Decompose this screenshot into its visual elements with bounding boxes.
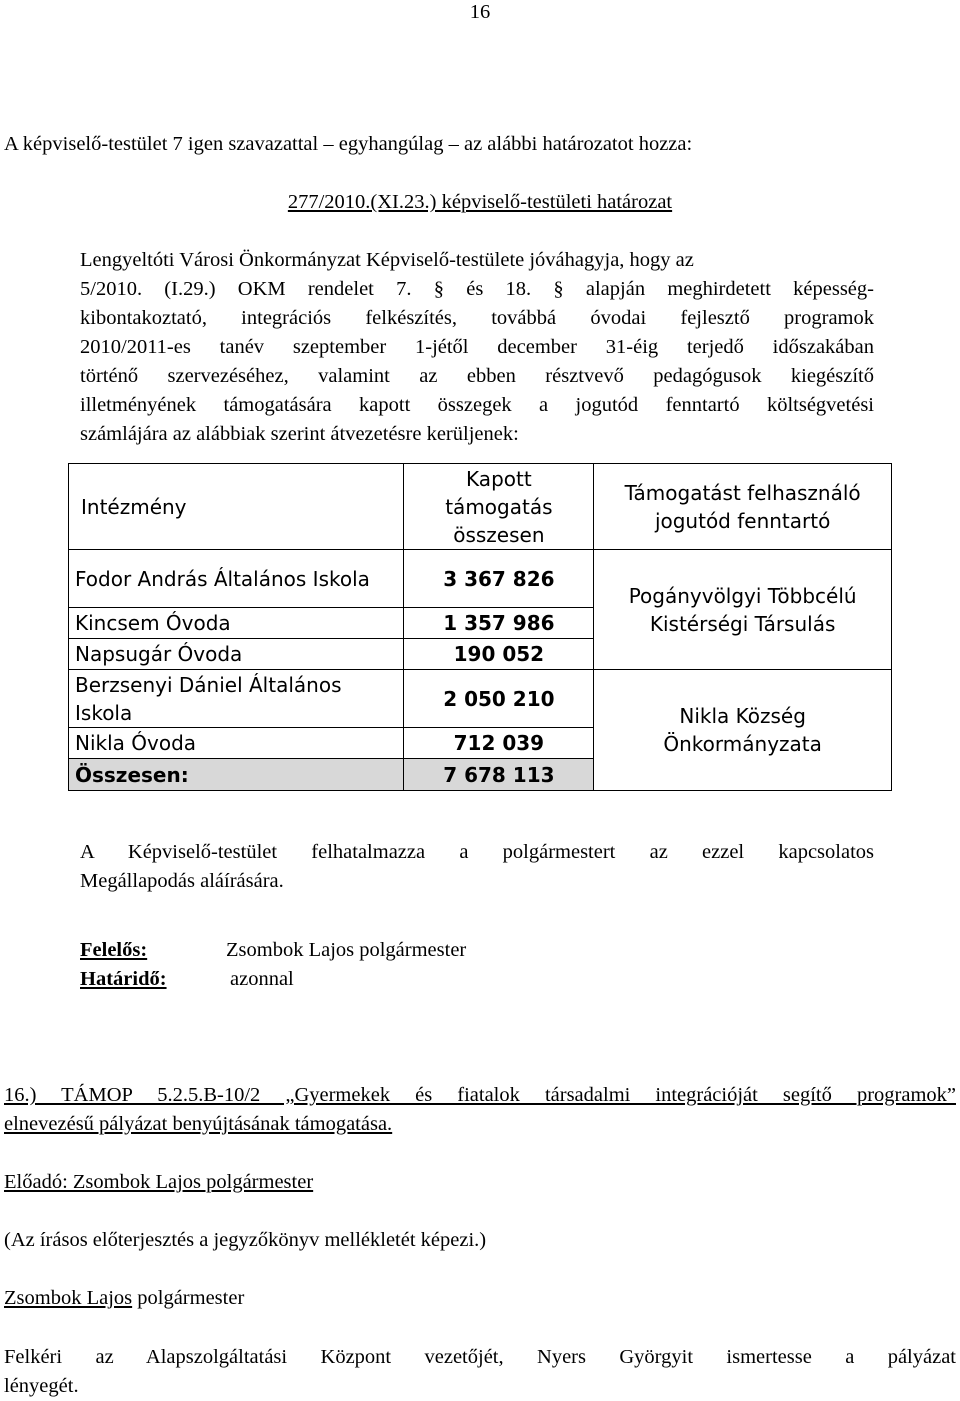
maintainer-cell: Nikla Község Önkormányzata: [594, 670, 892, 791]
resolution-body: [80, 246, 874, 449]
table-header-row: [69, 464, 892, 550]
responsible-value: Zsombok Lajos polgármester: [226, 939, 467, 961]
deadline-label: Határidő:: [80, 968, 167, 990]
authorization-paragraph: [80, 838, 874, 896]
total-label: Összesen:: [69, 759, 404, 791]
responsibility-block: [80, 936, 466, 994]
header-institution: Intézmény: [69, 464, 404, 550]
allocation-table: [68, 463, 892, 791]
amount-cell: 190 052: [404, 639, 594, 670]
total-amount: 7 678 113: [404, 759, 594, 791]
resolution-title: 277/2010.(XI.23.) képviselő-testületi határozat: [287, 191, 673, 213]
page-number: 16: [469, 1, 491, 23]
deadline-value: azonnal: [230, 968, 294, 990]
header-amount: Kapott támogatás összesen: [404, 464, 594, 550]
body-line: kibontakoztató, integrációs felkészítés, továbbá óvodai fejlesztő programok: [80, 307, 874, 329]
vote-intro: A képviselő-testület 7 igen szavazattal – egyhangúlag – az alábbi határozatot hozza:: [4, 133, 693, 155]
maintainer-cell: Pogányvölgyi Többcélú Kistérségi Társulás: [594, 550, 892, 670]
authorize-line: A Képviselő-testület felhatalmazza a polgármestert az ezzel kapcsolatos: [80, 841, 874, 863]
institution-cell: Berzsenyi Dániel Általános Iskola: [69, 670, 404, 728]
amount-cell: 2 050 210: [404, 670, 594, 728]
body-line: számlájára az alábbiak szerint átvezetésre kerüljenek:: [80, 423, 519, 445]
table-row: [69, 550, 892, 608]
body-line: Lengyeltóti Városi Önkormányzat Képviselő-testülete jóváhagyja, hogy az: [80, 249, 694, 271]
amount-cell: 712 039: [404, 728, 594, 759]
agenda-item-16: [4, 1081, 956, 1139]
request-paragraph: [4, 1343, 956, 1401]
speaker-line: [4, 1284, 244, 1313]
responsible-label: Felelős:: [80, 939, 148, 961]
amount-cell: 3 367 826: [404, 550, 594, 608]
body-line: történő szervezéséhez, valamint az ebben résztvevő pedagógusok kiegészítő: [80, 365, 874, 387]
institution-cell: Napsugár Óvoda: [69, 639, 404, 670]
mayor-name: Zsombok Lajos: [4, 1287, 133, 1309]
ask-line: lényegét.: [4, 1375, 79, 1397]
mayor-title: polgármester: [137, 1287, 245, 1309]
item16-line: 16.) TÁMOP 5.2.5.B-10/2 „Gyermekek és fiatalok társadalmi integrációját segítő programok”: [4, 1084, 956, 1106]
body-line: 2010/2011-es tanév szeptember 1-jétől december 31-éig terjedő időszakában: [80, 336, 874, 358]
institution-cell: Fodor András Általános Iskola: [69, 550, 404, 608]
amount-cell: 1 357 986: [404, 608, 594, 639]
header-maintainer: Támogatást felhasználó jogutód fenntartó: [594, 464, 892, 550]
body-line: illetményének támogatására kapott összegek a jogutód fenntartó költségvetési: [80, 394, 874, 416]
authorize-line: Megállapodás aláírására.: [80, 870, 284, 892]
institution-cell: Nikla Óvoda: [69, 728, 404, 759]
body-line: 5/2010. (I.29.) OKM rendelet 7. § és 18. § alapján meghirdetett képesség-: [80, 278, 874, 300]
attachment-note: (Az írásos előterjesztés a jegyzőkönyv mellékletét képezi.): [4, 1229, 487, 1251]
item16-line: elnevezésű pályázat benyújtásának támogatása.: [4, 1113, 393, 1135]
presenter-line: Előadó: Zsombok Lajos polgármester: [4, 1171, 314, 1193]
ask-line: Felkéri az Alapszolgáltatási Központ vezetőjét, Nyers Györgyit ismertesse a pályázat: [4, 1346, 956, 1368]
table-row: [69, 670, 892, 728]
institution-cell: Kincsem Óvoda: [69, 608, 404, 639]
